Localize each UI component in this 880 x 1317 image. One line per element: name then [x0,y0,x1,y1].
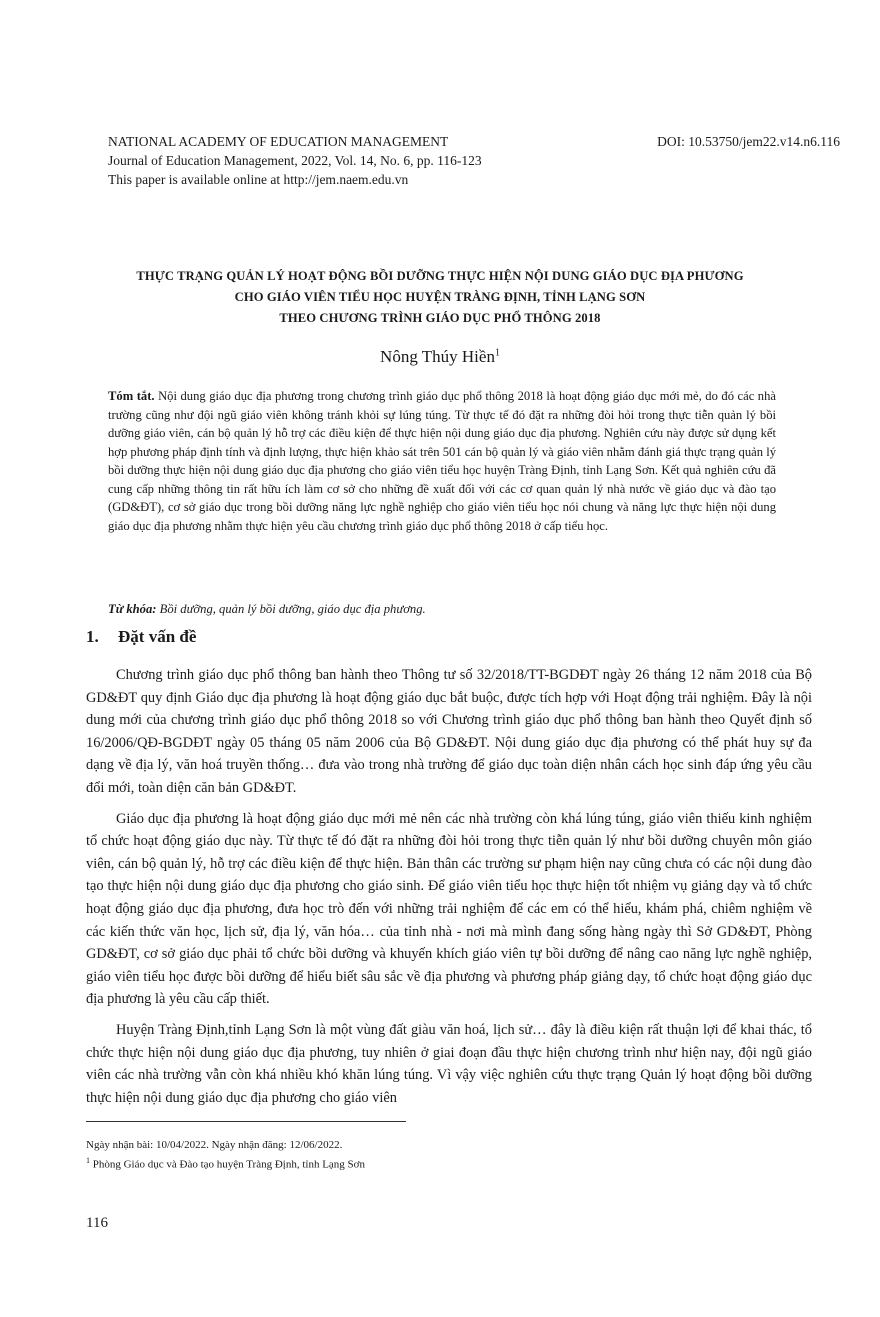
paper-title [80,266,800,329]
keywords [108,602,776,617]
abstract [108,387,776,535]
affiliation-marker: 1 [86,1156,90,1165]
author [80,347,800,367]
availability-note: This paper is available online at http://jem.naem.edu.vn [108,172,409,187]
keywords-text: Bồi dưỡng, quản lý bồi dưỡng, giáo dục địa phương. [156,602,426,616]
page-header [108,132,840,189]
title-line-2: CHO GIÁO VIÊN TIỂU HỌC HUYỆN TRÀNG ĐỊNH, TỈNH LẠNG SƠN [234,290,646,304]
abstract-text: Nội dung giáo dục địa phương trong chương trình giáo dục phổ thông 2018 là hoạt động giáo dục mới mẻ, do đó các nhà trường cũng như đội ngũ giáo viên không tránh khỏi sự lúng túng. Từ thực tế đó đặt ra những đòi hỏi trong thực tiễn quản lý bồi dưỡng giáo viên, cán bộ quản lý hỗ trợ các điều kiện để thực hiện nội dung giáo dục địa phương. Nghiên cứu này được sử dụng kết hợp phương pháp định tính và định lượng, thực hiện khảo sát trên 501 cán bộ quản lý và giáo viên nhằm đánh giá thực trạng quản lý bồi dưỡng thực hiện nội dung giáo dục địa phương cho giáo viên tiểu học huyện Tràng Định, tỉnh Lạng Sơn. Kết quả nghiên cứu đã cung cấp những thông tin rất hữu ích làm cơ sở cho những đề xuất đối với các cơ quan quản lý nhà nước về giáo dục và đào tạo (GD&ĐT), cơ sở giáo dục trong bồi dưỡng năng lực nghề nghiệp cho giáo viên tiểu học nói chung và năng lực thực hiện nội dung giáo dục địa phương nhằm thực hiện yêu cầu chương trình giáo dục phổ thông 2018 ở cấp tiểu học. [108,389,776,533]
author-name: Nông Thúy Hiền [380,347,495,366]
paragraph: Chương trình giáo dục phổ thông ban hành theo Thông tư số 32/2018/TT-BGDĐT ngày 26 tháng 12 năm 2018 của Bộ GD&ĐT quy định Giáo dục địa phương là hoạt động giáo dục bắt buộc, được tích hợp với Hoạt động trải nghiệm. Đây là nội dung mới của chương trình giáo dục phổ thông 2018 so với Chương trình giáo dục phổ thông ban hành theo Quyết định số 16/2006/QĐ-BGDĐT ngày 05 tháng 05 năm 2006 của Bộ GD&ĐT. Nội dung giáo dục địa phương có thể phát huy sự đa dạng về địa lý, văn hoá truyền thống… đưa vào trong nhà trường để giáo dục toàn diện nhân cách học sinh đáp ứng yêu cầu đổi mới, toàn diện căn bản GD&ĐT. [86,667,812,796]
footnote-divider [86,1121,406,1122]
institution-name: NATIONAL ACADEMY OF EDUCATION MANAGEMENT [108,134,449,149]
section-title: Đặt vấn đề [118,627,197,646]
journal-citation: Journal of Education Management, 2022, Vol. 14, No. 6, pp. 116-123 [108,153,482,168]
section-body [86,664,812,1117]
paragraph: Huyện Tràng Định,tỉnh Lạng Sơn là một vùng đất giàu văn hoá, lịch sử… đây là điều kiện rất thuận lợi để khai thác, tổ chức thực hiện nội dung giáo dục địa phương, tuy nhiên ở giai đoạn đầu thực hiện chương trình như hiện nay, đội ngũ giáo viên các nhà trường vẫn còn khá nhiều khó khăn lúng túng. Vì vậy việc nghiên cứu thực trạng Quản lý hoạt động bồi dưỡng thực hiện nội dung giáo dục địa phương cho giáo viên [86,1021,812,1106]
affiliation-footnote [86,1153,812,1173]
page-number: 116 [86,1215,108,1231]
received-dates: Ngày nhận bài: 10/04/2022. Ngày nhận đăng: 12/06/2022. [86,1139,343,1151]
doi: DOI: 10.53750/jem22.v14.n6.116 [657,134,840,149]
keywords-label: Từ khóa: [108,602,157,616]
affiliation-text: Phòng Giáo dục và Đào tạo huyện Tràng Định, tỉnh Lạng Sơn [90,1158,365,1171]
section-number: 1. [86,627,99,646]
title-line-3: THEO CHƯƠNG TRÌNH GIÁO DỤC PHỔ THÔNG 2018 [279,311,601,325]
paragraph: Giáo dục địa phương là hoạt động giáo dục mới mẻ nên các nhà trường còn khá lúng túng, giáo viên thiếu kinh nghiệm tổ chức hoạt động giáo dục này. Từ thực tế đó đặt ra những đòi hỏi trong thực tiễn quản lý như bồi dưỡng chuyên môn giáo viên, cán bộ quản lý, hỗ trợ các điều kiện để thực hiện. Bản thân các trường sư phạm hiện nay cũng chưa có các nội dung đào tạo thực hiện nội dung giáo dục địa phương cho giáo sinh. Để giáo viên tiểu học thực hiện tốt nhiệm vụ giảng dạy và tổ chức hoạt động giáo dục địa phương, đưa học trò đến với những trải nghiệm để các em có thể hiểu, khám phá, chiêm nghiệm về các kiến thức văn học, lịch sử, địa lý, văn hóa… của tỉnh nhà - nơi mà mình đang sống hàng ngày thì Sở GD&ĐT, Phòng GD&ĐT, cơ sở giáo dục phải tổ chức bồi dưỡng và khuyến khích giáo viên tự bồi dưỡng để nâng cao năng lực nghề nghiệp, giáo viên tiểu học được bồi dưỡng để hiểu biết sâu sắc về địa phương và phương pháp giảng dạy, tổ chức hoạt động giáo dục địa phương là yêu cầu cấp thiết. [86,810,812,1008]
title-line-1: THỰC TRẠNG QUẢN LÝ HOẠT ĐỘNG BỒI DƯỠNG THỰC HIỆN NỘI DUNG GIÁO DỤC ĐỊA PHƯƠNG [136,269,744,283]
abstract-label: Tóm tắt. [108,389,155,403]
footnotes [86,1137,812,1173]
section-heading [86,627,196,647]
author-footnote-marker: 1 [494,347,500,359]
